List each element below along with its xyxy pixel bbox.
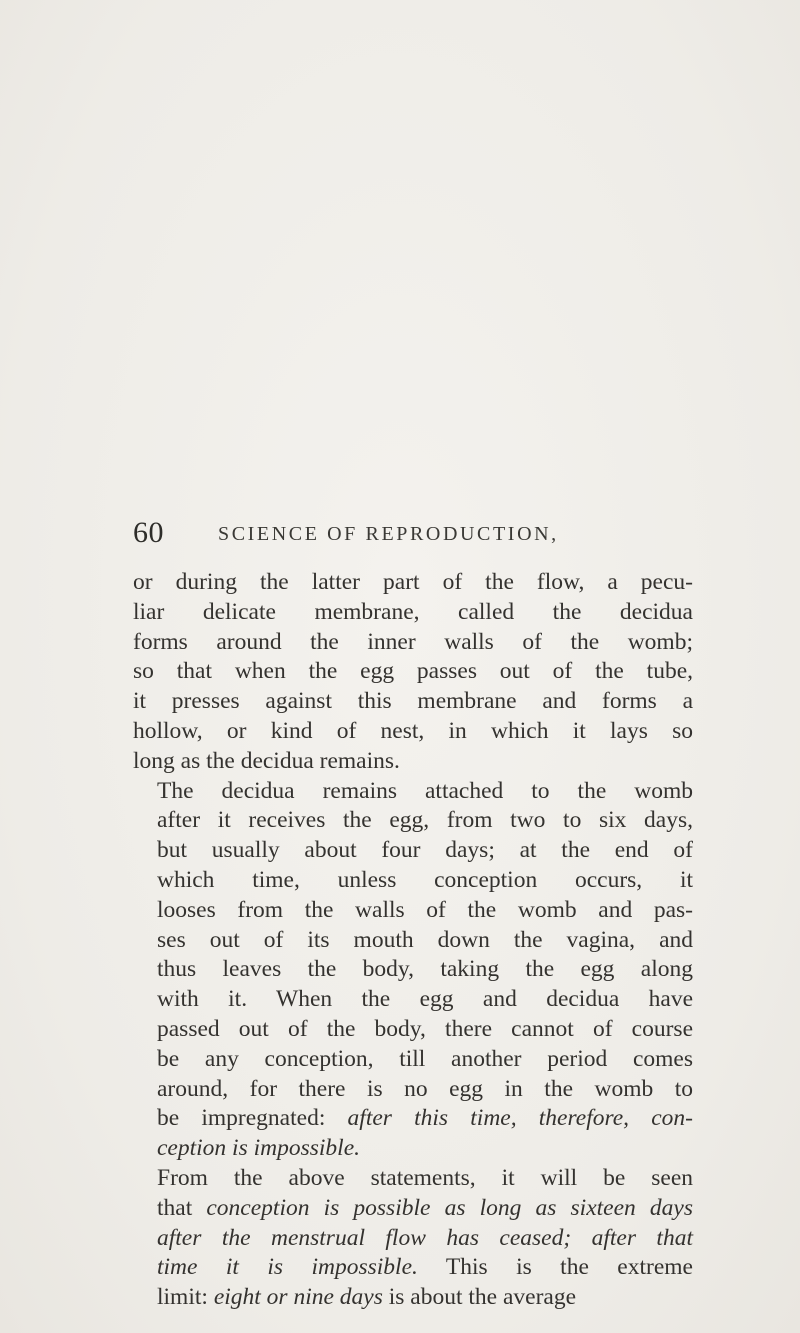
text-line [133, 1253, 693, 1283]
paragraph [133, 1164, 693, 1313]
text-line [133, 1075, 693, 1105]
text-span: looses from the walls of the womb and pas- [157, 896, 693, 923]
text-span: hollow, or kind of nest, in which it lays so [133, 717, 693, 744]
text-line [133, 926, 693, 956]
text-line [133, 1134, 693, 1164]
text-span: be impregnated: [157, 1105, 348, 1132]
text-line [133, 568, 693, 598]
text-line [133, 1224, 693, 1254]
text-line [133, 598, 693, 628]
page-header [133, 513, 693, 553]
text-line [133, 1045, 693, 1075]
text-span: limit: [157, 1284, 214, 1311]
text-line [133, 717, 693, 747]
text-line [133, 806, 693, 836]
paragraph [133, 777, 693, 1164]
text-span: passed out of the body, there cannot of course [157, 1015, 693, 1042]
text-line [133, 955, 693, 985]
text-line [133, 836, 693, 866]
italic-text: time it is impossible. [157, 1254, 418, 1281]
running-head: SCIENCE OF REPRODUCTION, [218, 523, 559, 545]
text-span: be any conception, till another period comes [157, 1045, 693, 1072]
text-line [133, 628, 693, 658]
text-line [133, 1015, 693, 1045]
italic-text: after the menstrual flow has ceased; after that [157, 1224, 693, 1251]
text-span: forms around the inner walls of the womb; [133, 628, 693, 655]
text-span: after it receives the egg, from two to six days, [157, 807, 693, 834]
text-span: that [157, 1194, 207, 1221]
text-span: is about the average [382, 1284, 576, 1311]
text-line [133, 1164, 693, 1194]
text-span: This is the extreme [417, 1254, 693, 1281]
text-span: so that when the egg passes out of the tube, [133, 658, 693, 685]
text-span: liar delicate membrane, called the decidua [133, 598, 693, 625]
text-line [133, 657, 693, 687]
text-line [133, 777, 693, 807]
page-number: 60 [133, 516, 164, 549]
text-line [133, 896, 693, 926]
text-span: around, for there is no egg in the womb to [157, 1075, 693, 1102]
text-line [133, 1283, 693, 1313]
text-line [133, 747, 693, 777]
text-line [133, 1194, 693, 1224]
text-line [133, 687, 693, 717]
italic-text: ception is impossible. [157, 1135, 360, 1162]
text-span: ses out of its mouth down the vagina, and [157, 926, 693, 953]
italic-text: eight or nine days [213, 1284, 383, 1311]
text-line [133, 1104, 693, 1134]
text-span: it presses against this membrane and forms a [133, 688, 693, 715]
paragraph [133, 568, 693, 777]
text-span: with it. When the egg and decidua have [157, 986, 693, 1013]
text-line [133, 985, 693, 1015]
text-span: From the above statements, it will be seen [157, 1164, 693, 1191]
text-line [133, 866, 693, 896]
text-span: or during the latter part of the flow, a pecu- [133, 569, 693, 595]
text-span: but usually about four days; at the end of [157, 837, 693, 864]
italic-text: after this time, therefore, con- [347, 1105, 693, 1132]
body-text [133, 568, 693, 1313]
text-span: long as the decidua remains. [133, 747, 400, 774]
text-span: The decidua remains attached to the womb [157, 777, 693, 804]
text-span: which time, unless conception occurs, it [157, 866, 693, 893]
text-span: thus leaves the body, taking the egg along [157, 956, 693, 983]
italic-text: conception is possible as long as sixteen days [206, 1194, 693, 1221]
